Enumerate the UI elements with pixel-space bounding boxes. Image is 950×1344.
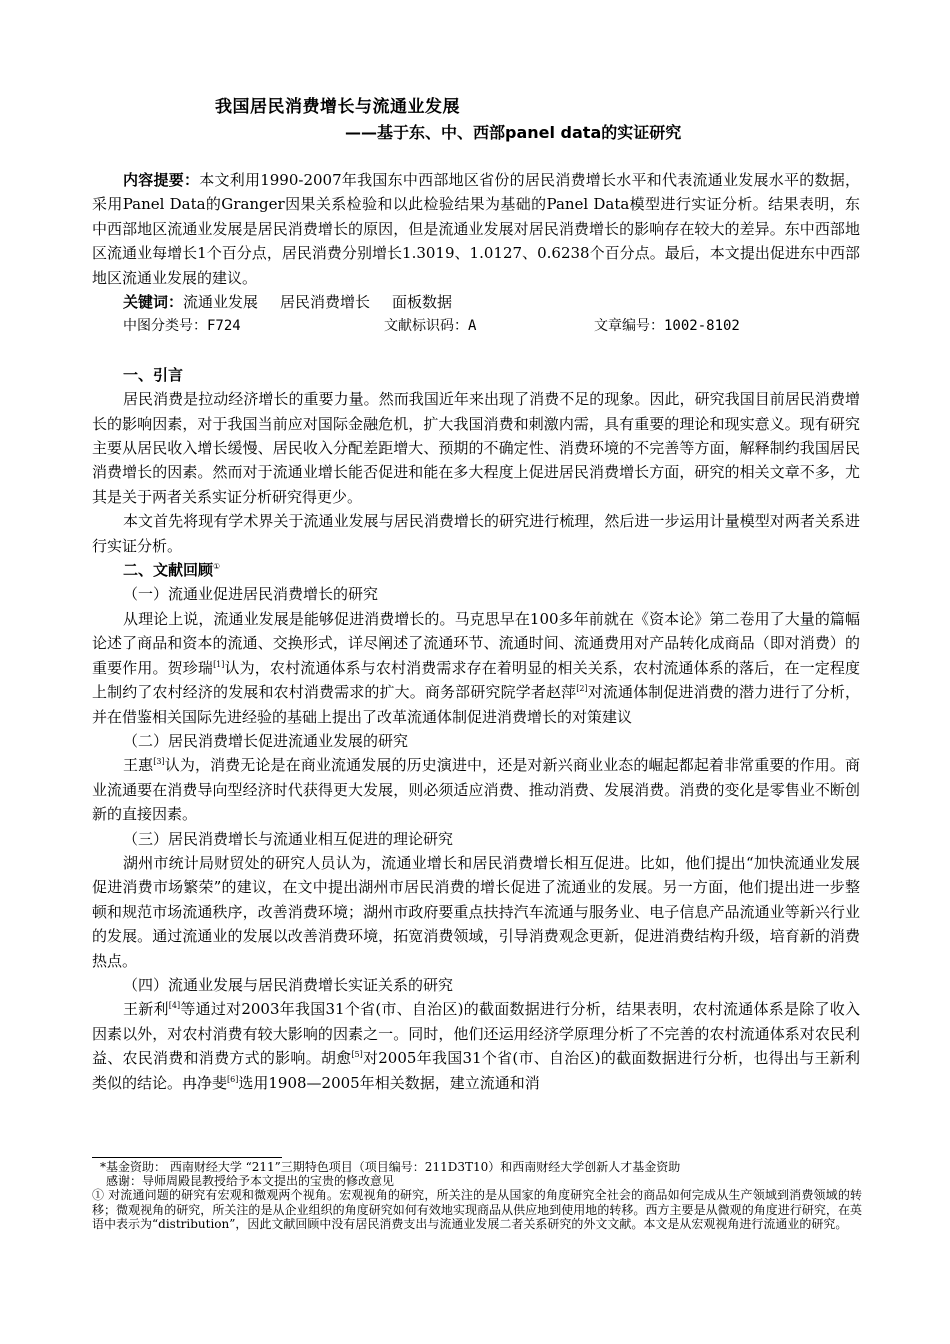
paragraph: 湖州市统计局财贸处的研究人员认为，流通业增长和居民消费增长相互促进。比如，他们提出“加快流通业发展 促进消费市场繁荣”的建议，在文中提出湖州市居民消费的增长促进了流通业的发展。另一方面，他们提出进一步整顿和规范市场流通秩序，改善消费环境；湖州市政府要重点扶持汽车流通与服务业、电子信息产品流通业等新兴行业的发展。通过流通业的发展以改善消费环境，拓宽消费领域，引导消费观念更新，促进消费结构升级，培育新的消费热点。	[92, 853, 860, 970]
clc-number: 中图分类号：F724	[123, 318, 241, 335]
keywords	[92, 290, 860, 314]
subsection-heading: （三）居民消费增长与流通业相互促进的理论研究	[123, 829, 454, 848]
footnote-separator	[92, 1157, 282, 1158]
text-run: 对流通体制促进消费的潜力进行了分析，并在借鉴相关国际先进经验的基础上提出了改革流通体制促进消费增长的对策建议	[92, 683, 860, 726]
keyword-item: 面板数据	[392, 293, 453, 312]
keyword-item: 流通业发展	[183, 293, 259, 312]
section-heading-introduction: 一、引言	[123, 365, 184, 384]
citation-ref: [3]	[153, 757, 165, 767]
paragraph	[92, 753, 860, 826]
text-run: 对2005年我国31个省(市、自治区)的截面数据进行分析，也得出与王新利类似的结论。冉净斐	[92, 1049, 860, 1092]
spacer	[92, 339, 860, 363]
text-run: 从理论上说，流通业发展是能够促进消费增长的。马克思早在100多年前就在《资本论》第二卷用了大量的篇幅论述了商品和资本的流通、交换形式，详尽阐述了流通环节、流通时间、流通费用对产品转化成商品（即对消费）的重要作用。贺珍瑞	[92, 609, 860, 677]
classification-row	[92, 314, 860, 338]
section-heading-text: 二、文献回顾	[123, 561, 214, 580]
paper-subtitle: ——基于东、中、西部panel data的实证研究	[345, 123, 682, 142]
footnote-funding: *基金资助： 西南财经大学 “211”三期特色项目（项目编号：211D3T10）和西南财经大学创新人才基金资助	[100, 1160, 681, 1174]
citation-ref: [6]	[227, 1074, 239, 1084]
citation-ref: [1]	[213, 659, 225, 669]
text-run: 认为，农村流通体系与农村消费需求存在着明显的相关关系，农村流通体系的落后，在一定程度上制约了农村经济的发展和农村消费需求的扩大。商务部研究院学者赵萍	[92, 658, 860, 702]
keywords-label: 关键词：	[123, 293, 184, 312]
abstract-text: 本文利用1990-2007年我国东中西部地区省份的居民消费增长水平和代表流通业发展水平的数据，采用Panel Data的Granger因果关系检验和以此检验结果为基础的Panel Data模型进行实证分析。结果表明，东中西部地区流通业发展是居民消费增长的原因，但是流通业发展对居民消费增长的影响存在较大的差异。东中西部地区流通业每增长1个百分点，居民消费分别增长1.3019、1.0127、0.6238个百分点。最后，本文提出促进东中西部地区流通业发展的建议。	[92, 171, 860, 287]
paragraph: 居民消费是拉动经济增长的重要力量。然而我国近年来出现了消费不足的现象。因此，研究我国目前居民消费增长的影响因素，对于我国当前应对国际金融危机，扩大我国消费和刺激内需，具有重要的理论和现实意义。现有研究主要从居民收入增长缓慢、居民收入分配差距增大、预期的不确定性、消费环境的不完善等方面，解释制约我国居民消费增长的因素。然而对于流通业增长能否促进和能在多大程度上促进居民消费增长方面，研究的相关文章不多，尤其是关于两者关系实证分析研究得更少。	[92, 390, 860, 506]
abstract-label: 内容提要：	[123, 171, 200, 189]
abstract	[92, 168, 860, 290]
paragraph	[92, 997, 860, 1095]
text-run: 认为，消费无论是在商业流通发展的历史演进中，还是对新兴商业业态的崛起都起着非常重要的作用。商业流通要在消费导向型经济时代获得更大发展，则必须适应消费、推动消费、发展消费。消费的变化是零售业不断创新的直接因素。	[92, 756, 860, 824]
citation-ref: [4]	[168, 1001, 181, 1011]
paragraph: 本文首先将现有学术界关于流通业发展与居民消费增长的研究进行梳理，然后进一步运用计量模型对两者关系进行实证分析。	[92, 512, 860, 555]
footnote-marker: ①	[213, 562, 221, 572]
keyword-item: 居民消费增长	[280, 293, 371, 312]
subsection-heading: （四）流通业发展与居民消费增长实证关系的研究	[123, 975, 454, 994]
footnote-thanks: 感谢：导师周殿昆教授给予本文提出的宝贵的修改意见	[106, 1174, 395, 1189]
text-run: 王惠	[123, 756, 154, 775]
footnotes	[92, 1160, 862, 1231]
subsection-heading: （二）居民消费增长促进流通业发展的研究	[123, 731, 409, 750]
citation-ref: [5]	[351, 1050, 363, 1060]
citation-ref: [2]	[576, 684, 588, 694]
paper-body	[92, 168, 860, 1095]
paragraph	[92, 607, 860, 729]
document-code: 文献标识码：A	[384, 318, 477, 335]
footnote-1: ① 对流通问题的研究有宏观和微观两个视角。宏观视角的研究，所关注的是从国家的角度研究全社会的商品如何完成从生产领域到消费领域的转移；微观视角的研究，所关注的是从企业组织的角度研究如何有效地实现商品从供应地到使用地的转移。西方主要是从微观的角度进行研究，在英语中表示为“distribution”，因此文献回顾中没有居民消费支出与流通业发展二者关系研究的外文文献。本文是从宏观视角进行流通业的研究。	[92, 1188, 862, 1231]
text-run: 等通过对2003年我国31个省(市、自治区)的截面数据进行分析，结果表明，农村流通体系是除了收入因素以外，对农村消费有较大影响的因素之一。同时，他们还运用经济学原理分析了不完善的农村流通体系对农民利益、农民消费和消费方式的影响。胡愈	[92, 1000, 860, 1068]
paper-title: 我国居民消费增长与流通业发展	[215, 97, 460, 117]
text-run: 王新利	[123, 1000, 169, 1019]
text-run: 选用1908—2005年相关数据，建立流通和消	[238, 1073, 540, 1092]
section-heading-literature	[92, 558, 860, 582]
article-number: 文章编号：1002-8102	[594, 318, 740, 335]
subsection-heading: （一）流通业促进居民消费增长的研究	[123, 585, 379, 604]
